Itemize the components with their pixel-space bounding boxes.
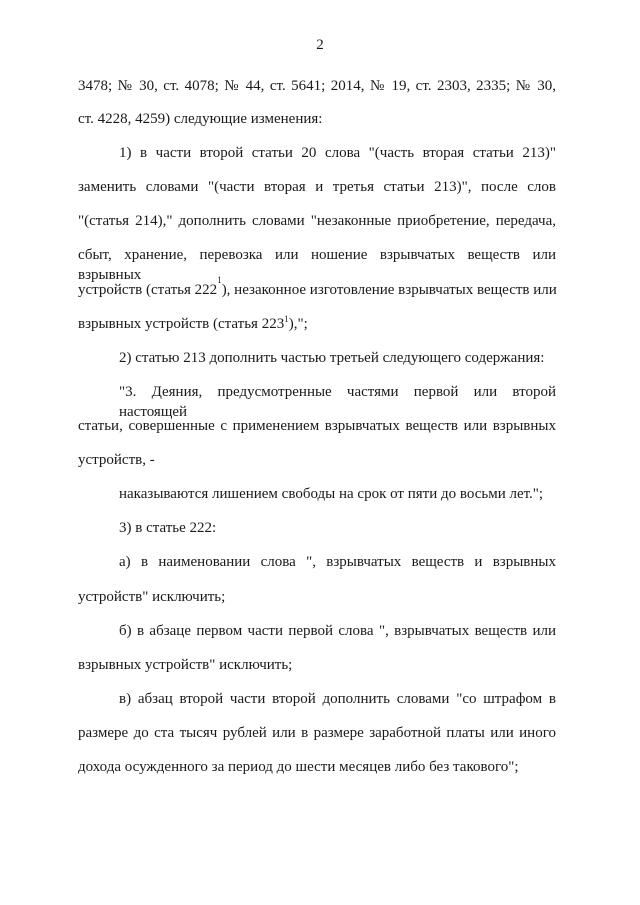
text-line: заменить словами "(части вторая и третья статьи 213)", после слов [78, 179, 556, 195]
text-line: 3478; № 30, ст. 4078; № 44, ст. 5641; 2014, № 19, ст. 2303, 2335; № 30, [78, 78, 556, 94]
text-line: а) в наименовании слова ", взрывчатых веществ и взрывных [119, 554, 556, 570]
text-line: ст. 4228, 4259) следующие изменения: [78, 111, 323, 127]
text-line: размере до ста тысяч рублей или в размере заработной платы или иного [78, 725, 556, 741]
text-line: б) в абзаце первом части первой слова ", взрывчатых веществ или [119, 623, 556, 639]
text-line: 3) в статье 222: [119, 520, 217, 536]
text-line: взрывных устройств" исключить; [78, 657, 293, 673]
text-line: устройств" исключить; [78, 589, 226, 605]
text-line: "(статья 214)," дополнить словами "незаконные приобретение, передача, [78, 213, 556, 229]
superscript: 1 [217, 275, 222, 285]
text-line: в) абзац второй части второй дополнить словами "со штрафом в [119, 691, 556, 707]
text-fragment: взрывных устройств (статья 223 [78, 316, 285, 332]
text-line: дохода осужденного за период до шести месяцев либо без такового"; [78, 759, 519, 775]
text-line: "3. Деяния, предусмотренные частями первой или второй настоящей [119, 384, 556, 420]
text-fragment: ),"; [288, 316, 308, 332]
text-line: статьи, совершенные с применением взрывчатых веществ или взрывных [78, 418, 556, 434]
text-fragment: ), незаконное изготовление взрывчатых веществ или [221, 282, 557, 298]
text-fragment: устройств (статья 222 [78, 282, 218, 298]
text-line [78, 275, 557, 300]
text-line: 2) статью 213 дополнить частью третьей следующего содержания: [119, 350, 545, 366]
page-number: 2 [316, 37, 324, 53]
superscript: 1 [284, 314, 289, 324]
text-line: сбыт, хранение, перевозка или ношение взрывчатых веществ или взрывных [78, 247, 556, 283]
text-line: 1) в части второй статьи 20 слова "(часть вторая статьи 213)" [119, 145, 556, 161]
text-line [78, 314, 308, 334]
text-line: наказываются лишением свободы на срок от пяти до восьми лет."; [119, 486, 544, 502]
text-line: устройств, - [78, 452, 155, 468]
